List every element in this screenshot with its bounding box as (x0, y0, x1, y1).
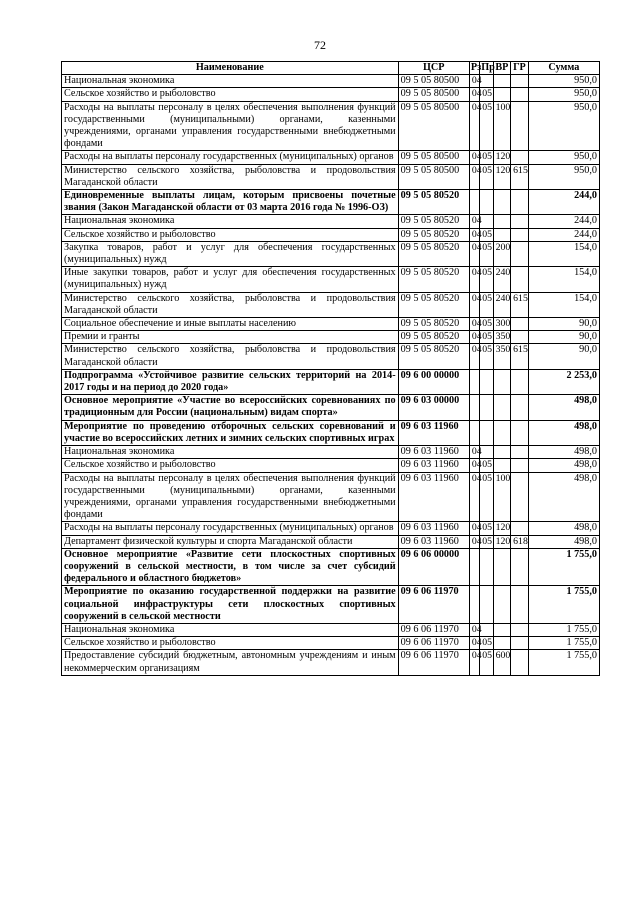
cell-name: Иные закупки товаров, работ и услуг для обеспечения государственных (муниципальных) нужд (62, 267, 399, 292)
cell-sum: 1 755,0 (528, 650, 599, 675)
header-name: Наименование (62, 62, 399, 75)
cell-csr: 09 6 06 11970 (398, 650, 469, 675)
cell-rz: 04 (469, 151, 479, 164)
cell-gr (511, 215, 529, 228)
cell-csr: 09 6 03 11960 (398, 459, 469, 472)
cell-gr (511, 395, 529, 420)
cell-vr: 120 (493, 164, 511, 189)
cell-pr: 05 (480, 241, 493, 266)
cell-gr (511, 472, 529, 522)
cell-csr: 09 6 03 11960 (398, 420, 469, 445)
cell-pr (480, 369, 493, 394)
cell-sum: 950,0 (528, 101, 599, 151)
cell-rz: 04 (469, 472, 479, 522)
cell-rz: 04 (469, 228, 479, 241)
cell-csr: 09 6 03 11960 (398, 535, 469, 548)
cell-sum: 90,0 (528, 331, 599, 344)
cell-pr: 05 (480, 637, 493, 650)
cell-csr: 09 5 05 80500 (398, 88, 469, 101)
cell-gr: 615 (511, 344, 529, 369)
cell-pr: 05 (480, 459, 493, 472)
cell-rz: 04 (469, 164, 479, 189)
table-row (62, 472, 600, 522)
table-row (62, 331, 600, 344)
cell-vr: 120 (493, 522, 511, 535)
table-row (62, 623, 600, 636)
cell-rz: 04 (469, 331, 479, 344)
table-row (62, 190, 600, 215)
cell-pr: 05 (480, 331, 493, 344)
table-row (62, 650, 600, 675)
cell-vr: 600 (493, 650, 511, 675)
cell-sum: 498,0 (528, 395, 599, 420)
cell-csr: 09 5 05 80520 (398, 267, 469, 292)
cell-sum: 1 755,0 (528, 548, 599, 586)
cell-sum: 90,0 (528, 344, 599, 369)
cell-csr: 09 6 06 00000 (398, 548, 469, 586)
cell-sum: 950,0 (528, 75, 599, 88)
table-row (62, 548, 600, 586)
cell-vr (493, 369, 511, 394)
cell-name: Расходы на выплаты персоналу государственных (муниципальных) органов (62, 522, 399, 535)
header-row (62, 62, 600, 75)
cell-gr (511, 548, 529, 586)
cell-gr: 618 (511, 535, 529, 548)
cell-pr: 05 (480, 318, 493, 331)
cell-csr: 09 6 06 11970 (398, 637, 469, 650)
cell-vr (493, 637, 511, 650)
cell-gr (511, 267, 529, 292)
cell-sum: 154,0 (528, 292, 599, 317)
cell-pr (480, 420, 493, 445)
cell-gr (511, 623, 529, 636)
cell-vr (493, 228, 511, 241)
cell-vr (493, 623, 511, 636)
cell-sum: 1 755,0 (528, 637, 599, 650)
cell-pr: 05 (480, 650, 493, 675)
cell-sum: 498,0 (528, 459, 599, 472)
cell-rz: 04 (469, 522, 479, 535)
cell-name: Сельское хозяйство и рыболовство (62, 637, 399, 650)
cell-rz: 04 (469, 241, 479, 266)
table-row (62, 446, 600, 459)
table-row (62, 75, 600, 88)
cell-csr: 09 5 05 80500 (398, 164, 469, 189)
cell-vr: 100 (493, 472, 511, 522)
cell-pr (480, 190, 493, 215)
cell-vr: 300 (493, 318, 511, 331)
cell-name: Министерство сельского хозяйства, рыболовства и продовольствия Магаданской области (62, 344, 399, 369)
cell-gr (511, 522, 529, 535)
table-row (62, 292, 600, 317)
cell-name: Основное мероприятие «Развитие сети плоскостных спортивных сооружений в сельской местности, в том числе за счет субсидий федерального и областного бюджетов» (62, 548, 399, 586)
cell-csr: 09 5 05 80500 (398, 101, 469, 151)
cell-vr: 350 (493, 344, 511, 369)
cell-rz: 04 (469, 215, 479, 228)
header-vr: ВР (493, 62, 511, 75)
cell-csr: 09 5 05 80520 (398, 190, 469, 215)
cell-sum: 244,0 (528, 190, 599, 215)
cell-csr: 09 5 05 80500 (398, 151, 469, 164)
cell-csr: 09 5 05 80520 (398, 331, 469, 344)
cell-name: Сельское хозяйство и рыболовство (62, 88, 399, 101)
cell-vr (493, 75, 511, 88)
cell-sum: 498,0 (528, 446, 599, 459)
cell-csr: 09 6 00 00000 (398, 369, 469, 394)
cell-rz: 04 (469, 344, 479, 369)
cell-name: Основное мероприятие «Участие во всероссийских соревнованиях по традиционным для России (национальным) видам спорта» (62, 395, 399, 420)
cell-sum: 950,0 (528, 88, 599, 101)
cell-gr (511, 228, 529, 241)
cell-sum: 498,0 (528, 522, 599, 535)
table-row (62, 637, 600, 650)
cell-gr (511, 637, 529, 650)
cell-pr: 05 (480, 292, 493, 317)
cell-rz (469, 190, 479, 215)
header-pr: Пр (481, 62, 495, 73)
cell-gr (511, 190, 529, 215)
cell-pr: 05 (480, 151, 493, 164)
cell-vr (493, 459, 511, 472)
cell-pr: 05 (480, 267, 493, 292)
cell-gr (511, 101, 529, 151)
cell-rz: 04 (469, 650, 479, 675)
table-row (62, 586, 600, 624)
cell-gr (511, 331, 529, 344)
cell-rz (469, 369, 479, 394)
cell-name: Национальная экономика (62, 623, 399, 636)
cell-rz: 04 (469, 88, 479, 101)
cell-csr: 09 6 03 11960 (398, 446, 469, 459)
cell-name: Министерство сельского хозяйства, рыболовства и продовольствия Магаданской области (62, 164, 399, 189)
cell-rz: 04 (469, 459, 479, 472)
cell-sum: 154,0 (528, 267, 599, 292)
cell-gr (511, 586, 529, 624)
header-sum: Сумма (528, 62, 599, 75)
cell-name: Расходы на выплаты персоналу в целях обеспечения выполнения функций государственными (муниципальными) органами, казенными учреждениями, органами управления государственными внебюджетными фондами (62, 101, 399, 151)
cell-pr: 05 (480, 472, 493, 522)
cell-gr: 615 (511, 292, 529, 317)
cell-vr: 200 (493, 241, 511, 266)
table-header (62, 62, 600, 75)
table-row (62, 344, 600, 369)
cell-sum: 1 755,0 (528, 623, 599, 636)
cell-vr (493, 190, 511, 215)
cell-pr: 05 (480, 522, 493, 535)
cell-csr: 09 5 05 80520 (398, 292, 469, 317)
cell-csr: 09 5 05 80520 (398, 215, 469, 228)
cell-vr (493, 446, 511, 459)
cell-sum: 90,0 (528, 318, 599, 331)
table-row (62, 395, 600, 420)
table-row (62, 318, 600, 331)
cell-vr (493, 215, 511, 228)
table-row (62, 215, 600, 228)
cell-vr: 240 (493, 292, 511, 317)
cell-csr: 09 6 03 00000 (398, 395, 469, 420)
cell-pr (480, 548, 493, 586)
cell-vr (493, 420, 511, 445)
cell-name: Сельское хозяйство и рыболовство (62, 459, 399, 472)
cell-name: Департамент физической культуры и спорта Магаданской области (62, 535, 399, 548)
cell-name: Сельское хозяйство и рыболовство (62, 228, 399, 241)
cell-csr: 09 6 03 11960 (398, 522, 469, 535)
cell-sum: 154,0 (528, 241, 599, 266)
cell-rz: 04 (469, 318, 479, 331)
cell-name: Расходы на выплаты персоналу государственных (муниципальных) органов (62, 151, 399, 164)
cell-csr: 09 5 05 80520 (398, 344, 469, 369)
cell-rz (469, 586, 479, 624)
cell-name: Социальное обеспечение и иные выплаты населению (62, 318, 399, 331)
cell-gr (511, 151, 529, 164)
table-row (62, 522, 600, 535)
cell-vr: 100 (493, 101, 511, 151)
table-row (62, 241, 600, 266)
cell-csr: 09 5 05 80520 (398, 318, 469, 331)
cell-name: Мероприятие по проведению отборочных сельских соревнований и участие во всероссийских летних и зимних сельских спортивных играх (62, 420, 399, 445)
cell-rz (469, 548, 479, 586)
cell-gr: 615 (511, 164, 529, 189)
cell-csr: 09 6 06 11970 (398, 586, 469, 624)
cell-vr (493, 88, 511, 101)
cell-rz: 04 (469, 292, 479, 317)
table-row (62, 267, 600, 292)
cell-gr (511, 88, 529, 101)
cell-sum: 498,0 (528, 535, 599, 548)
cell-rz: 04 (469, 446, 479, 459)
cell-rz: 04 (469, 623, 479, 636)
cell-sum: 244,0 (528, 215, 599, 228)
cell-sum: 498,0 (528, 420, 599, 445)
cell-sum: 950,0 (528, 151, 599, 164)
cell-pr: 05 (480, 228, 493, 241)
cell-csr: 09 5 05 80520 (398, 228, 469, 241)
table-row (62, 151, 600, 164)
cell-pr: 05 (480, 88, 493, 101)
cell-gr (511, 241, 529, 266)
table-row (62, 459, 600, 472)
cell-name: Министерство сельского хозяйства, рыболовства и продовольствия Магаданской области (62, 292, 399, 317)
page-number: 72 (314, 38, 326, 52)
cell-name: Национальная экономика (62, 215, 399, 228)
cell-name: Мероприятие по оказанию государственной поддержки на развитие социальной инфраструктуры сети плоскостных спортивных сооружений в сельской местности (62, 586, 399, 624)
cell-vr (493, 395, 511, 420)
cell-sum: 950,0 (528, 164, 599, 189)
cell-vr: 120 (493, 535, 511, 548)
cell-vr: 120 (493, 151, 511, 164)
header-gr: ГР (511, 62, 529, 75)
cell-rz: 04 (469, 101, 479, 151)
cell-gr (511, 459, 529, 472)
cell-pr: 05 (480, 344, 493, 369)
cell-sum: 2 253,0 (528, 369, 599, 394)
budget-table (61, 61, 600, 676)
cell-vr: 350 (493, 331, 511, 344)
cell-gr (511, 420, 529, 445)
cell-rz: 04 (469, 535, 479, 548)
table-row (62, 228, 600, 241)
cell-pr (480, 395, 493, 420)
cell-csr: 09 5 05 80500 (398, 75, 469, 88)
cell-pr: 05 (480, 535, 493, 548)
cell-gr (511, 446, 529, 459)
cell-name: Национальная экономика (62, 446, 399, 459)
table-row (62, 420, 600, 445)
cell-name: Национальная экономика (62, 75, 399, 88)
cell-gr (511, 318, 529, 331)
cell-csr: 09 5 05 80520 (398, 241, 469, 266)
table-body (62, 75, 600, 676)
cell-sum: 244,0 (528, 228, 599, 241)
cell-rz: 04 (469, 267, 479, 292)
cell-name: Единовременные выплаты лицам, которым присвоены почетные звания (Закон Магаданской области от 03 марта 2016 года № 1996-ОЗ) (62, 190, 399, 215)
cell-vr (493, 586, 511, 624)
cell-rz (469, 395, 479, 420)
cell-gr (511, 650, 529, 675)
cell-name: Премии и гранты (62, 331, 399, 344)
cell-vr (493, 548, 511, 586)
cell-csr: 09 6 06 11970 (398, 623, 469, 636)
cell-name: Подпрограмма «Устойчивое развитие сельских территорий на 2014-2017 годы и на период до 2020 года» (62, 369, 399, 394)
cell-sum: 1 755,0 (528, 586, 599, 624)
cell-rz: 04 (469, 75, 479, 88)
table-row (62, 164, 600, 189)
table-row (62, 88, 600, 101)
cell-sum: 498,0 (528, 472, 599, 522)
cell-gr (511, 369, 529, 394)
cell-name: Закупка товаров, работ и услуг для обеспечения государственных (муниципальных) нужд (62, 241, 399, 266)
table-row (62, 101, 600, 151)
cell-name: Предоставление субсидий бюджетным, автономным учреждениям и иным некоммерческим организациям (62, 650, 399, 675)
cell-pr (480, 586, 493, 624)
table-row (62, 535, 600, 548)
cell-pr: 05 (480, 101, 493, 151)
cell-csr: 09 6 03 11960 (398, 472, 469, 522)
cell-rz (469, 420, 479, 445)
table-row (62, 369, 600, 394)
cell-rz: 04 (469, 637, 479, 650)
cell-name: Расходы на выплаты персоналу в целях обеспечения выполнения функций государственными (муниципальными) органами, казенными учреждениями, органами управления государственными внебюджетными фондами (62, 472, 399, 522)
header-rz: Рз (470, 62, 482, 73)
header-csr: ЦСР (398, 62, 469, 75)
cell-vr: 240 (493, 267, 511, 292)
cell-gr (511, 75, 529, 88)
cell-pr: 05 (480, 164, 493, 189)
